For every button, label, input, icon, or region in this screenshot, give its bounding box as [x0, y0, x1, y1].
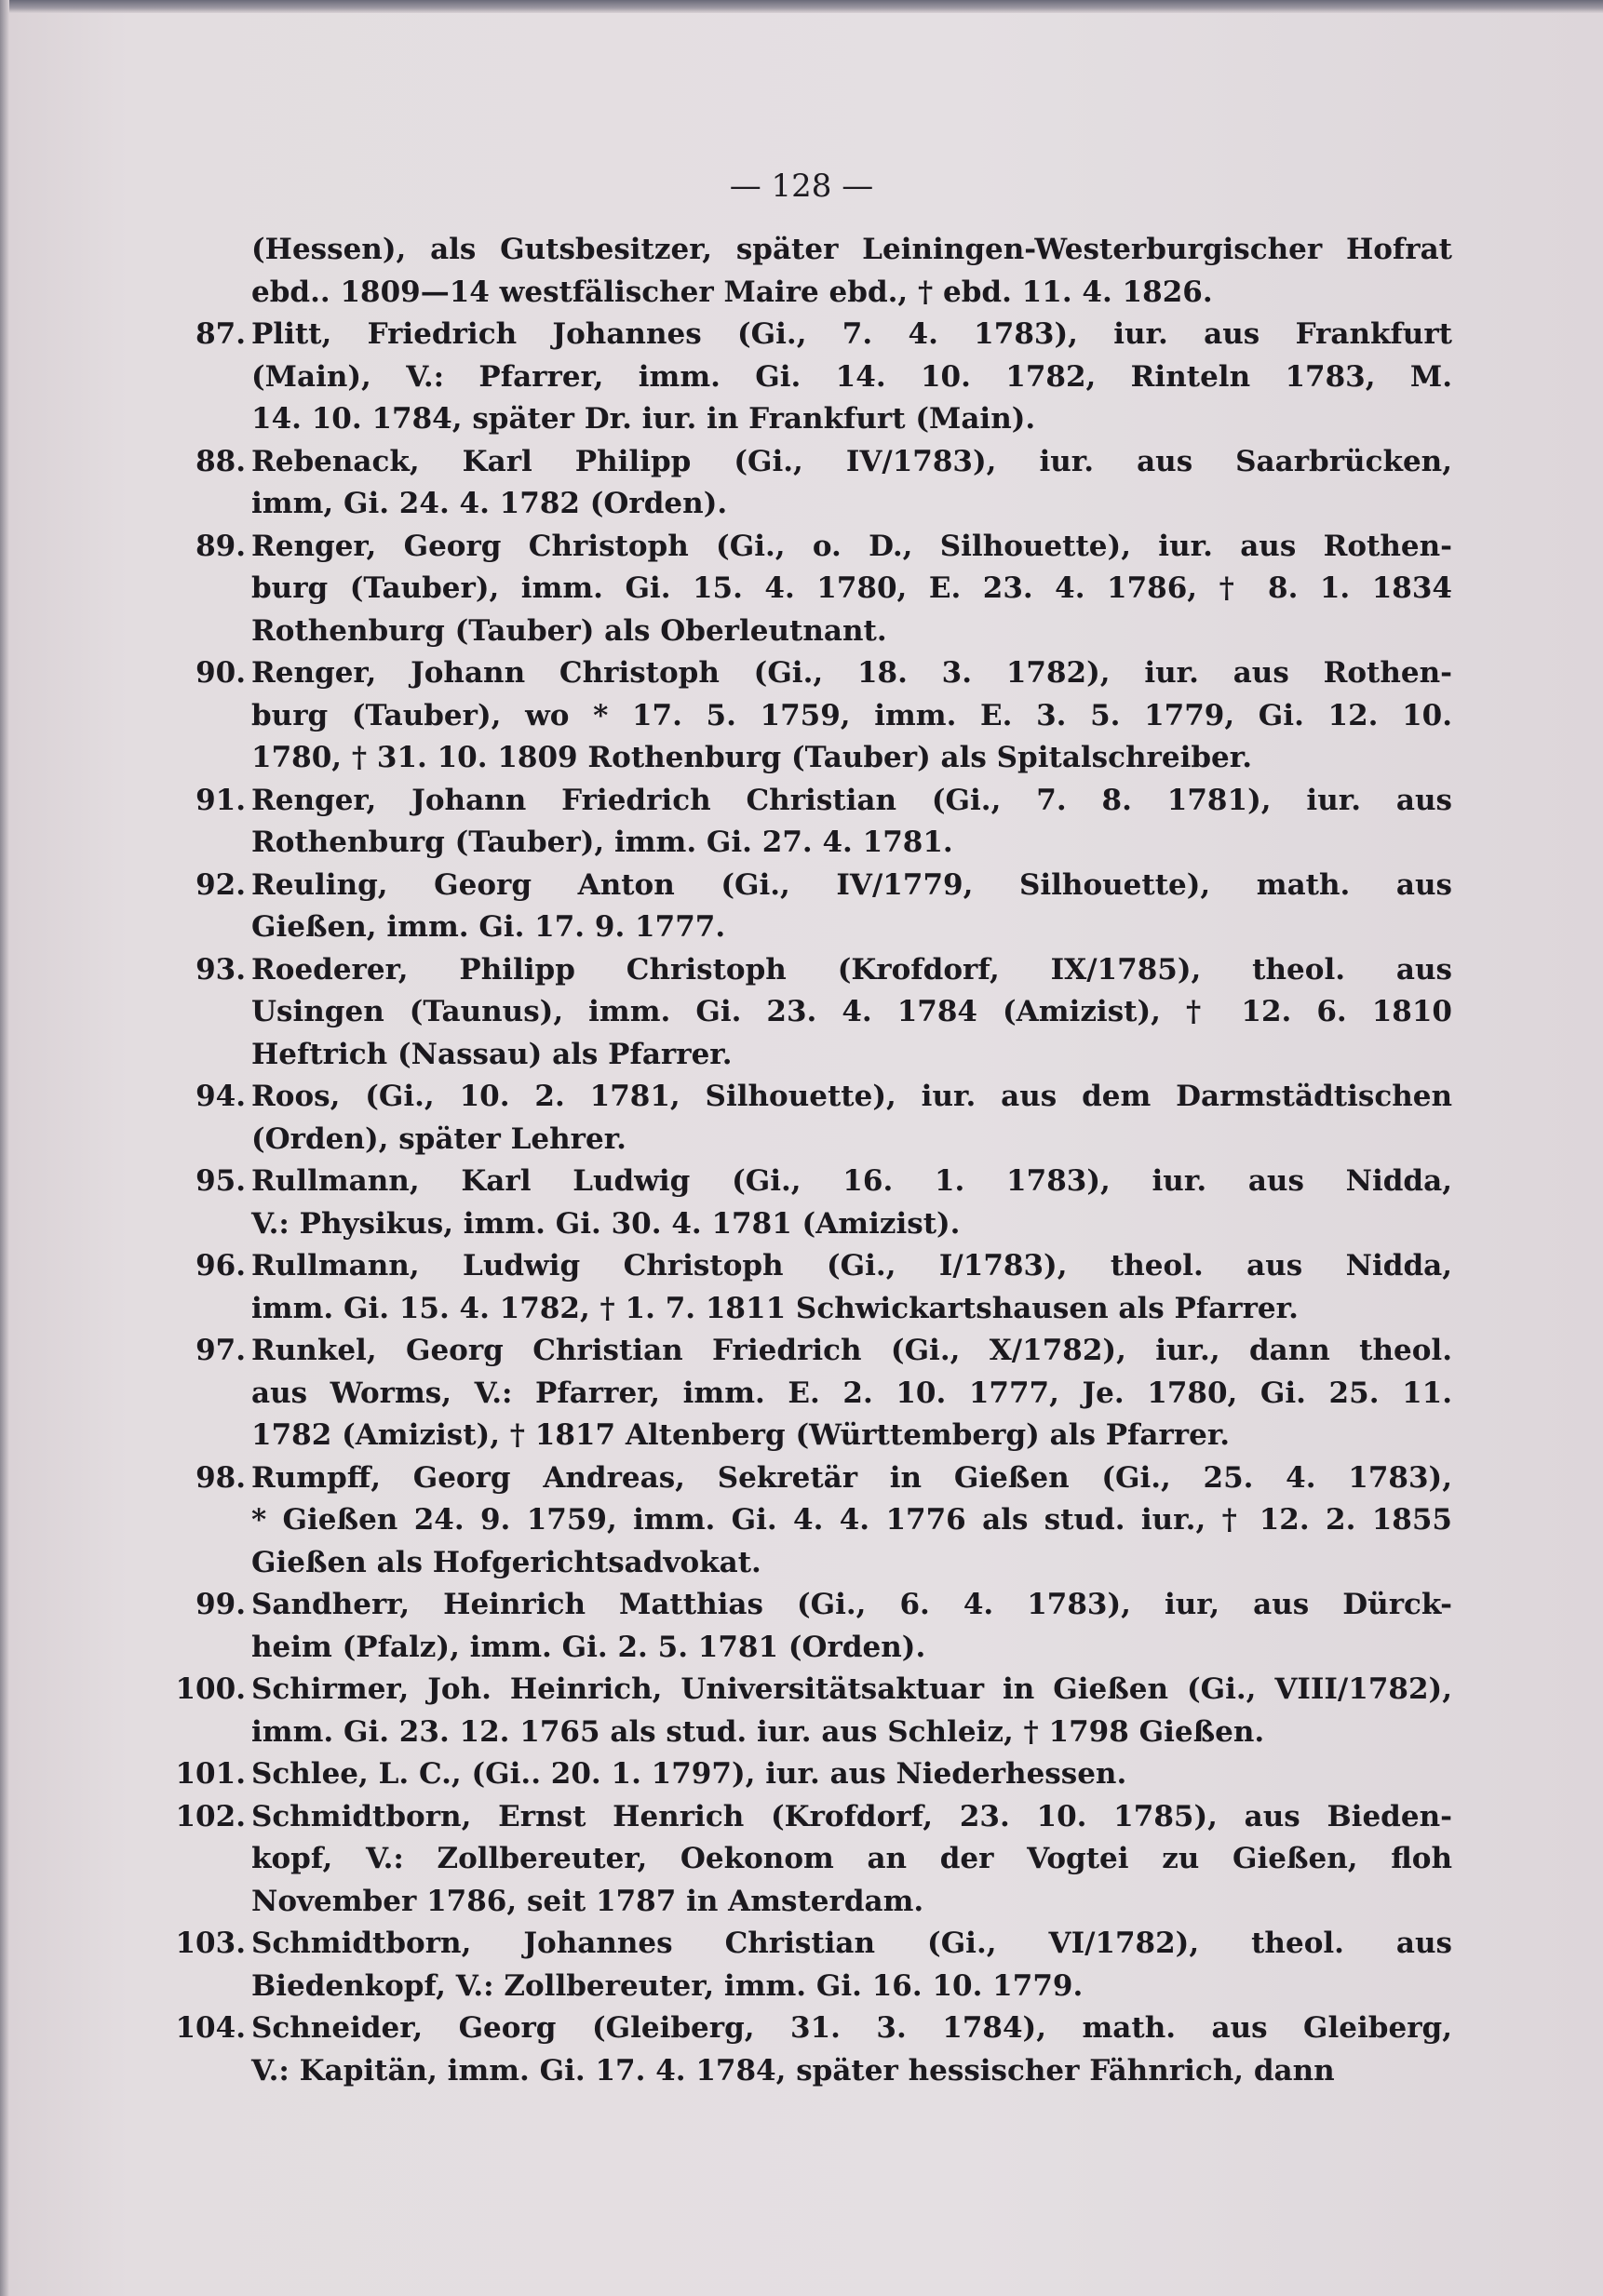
entry-103 [175, 1923, 1452, 2007]
entry-continuation-line: Biedenkopf, V.: Zollbereuter, imm. Gi. 16. 10. 1779. [251, 1968, 1084, 2003]
entry-first-line [195, 1161, 1452, 1203]
entry-continuation-line: imm. Gi. 23. 12. 1765 als stud. iur. aus Schleiz, † 1798 Gießen. [251, 1714, 1265, 1749]
text-line: ebd.. 1809—14 westfälischer Maire ebd., † ebd. 11. 4. 1826. [251, 275, 1213, 309]
entry-90 [195, 652, 1452, 780]
entry-number: 97. [195, 1334, 246, 1367]
entry-87 [195, 314, 1452, 441]
entry-first-line [195, 441, 1452, 484]
entry-91 [195, 780, 1452, 865]
entry-continuation-line: imm, Gi. 24. 4. 1782 (Orden). [251, 487, 728, 520]
page-number: — 128 — [729, 168, 874, 205]
entry-92 [195, 865, 1452, 949]
entry-first-line [195, 949, 1452, 992]
entry-continuation-line: Heftrich (Nassau) als Pfarrer. [251, 1037, 733, 1071]
entry-number: 88. [195, 444, 246, 478]
entry-text: Reuling, Georg Anton (Gi., IV/1779, Silhouette), math. aus [251, 867, 1452, 902]
entry-99 [195, 1584, 1452, 1669]
entry-number: 90. [195, 656, 246, 690]
entry-first-line [195, 1457, 1452, 1500]
entry-first-line [195, 780, 1452, 823]
entry-continuation-line: aus Worms, V.: Pfarrer, imm. E. 2. 10. 1777, Je. 1780, Gi. 25. 11. [251, 1376, 1452, 1410]
entry-first-line [195, 1245, 1452, 1288]
entry-100 [175, 1669, 1452, 1753]
entry-number: 95. [195, 1164, 246, 1198]
entry-continuation-line: Usingen (Taunus), imm. Gi. 23. 4. 1784 (Amizist), † 12. 6. 1810 [251, 995, 1452, 1028]
entry-continuation-line: Gießen als Hofgerichtsadvokat. [251, 1545, 761, 1579]
entry-text: Schneider, Georg (Gleiberg, 31. 3. 1784), math. aus Gleiberg, [251, 2011, 1452, 2045]
entry-first-line [195, 652, 1452, 695]
entry-first-line [195, 1076, 1452, 1119]
entry-text: Runkel, Georg Christian Friedrich (Gi., X/1782), iur., dann theol. [251, 1334, 1452, 1367]
entry-95 [195, 1161, 1452, 1245]
entry-number: 99. [195, 1588, 246, 1621]
entry-continuation-line: 1780, † 31. 10. 1809 Rothenburg (Tauber) als Spitalschreiber. [251, 741, 1253, 774]
entry-continuation-line: 1782 (Amizist), † 1817 Altenberg (Württemberg) als Pfarrer. [251, 1418, 1231, 1452]
entry-continuation-line: V.: Physikus, imm. Gi. 30. 4. 1781 (Amizist). [251, 1206, 961, 1241]
entry-text: Plitt, Friedrich Johannes (Gi., 7. 4. 1783), iur. aus Frankfurt [251, 317, 1452, 351]
entry-number: 94. [195, 1080, 246, 1113]
entry-continuation-line: (Orden), später Lehrer. [251, 1121, 626, 1156]
entry-text: Roos, (Gi., 10. 2. 1781, Silhouette), iur. aus dem Darmstädtischen [251, 1080, 1452, 1113]
entry-number: 93. [195, 952, 246, 987]
entry-96 [195, 1245, 1452, 1330]
entry-first-line [175, 1753, 1452, 1796]
entry-104 [175, 2007, 1452, 2092]
entry-number: 92. [195, 867, 246, 902]
entry-first-line [175, 1923, 1452, 1966]
entry-first-line [195, 526, 1452, 569]
entry-102 [175, 1796, 1452, 1924]
entry-88 [195, 441, 1452, 526]
entry-first-line [195, 865, 1452, 907]
entry-continuation-line: Rothenburg (Tauber), imm. Gi. 27. 4. 1781. [251, 826, 953, 859]
entry-text: Sandherr, Heinrich Matthias (Gi., 6. 4. 1783), iur, aus Dürck- [251, 1588, 1452, 1621]
entry-first-line [195, 1584, 1452, 1627]
entry-continuation-line: V.: Kapitän, imm. Gi. 17. 4. 1784, später hessischer Fähnrich, dann [251, 2053, 1335, 2088]
page-top-edge [0, 0, 1603, 13]
entry-continuation-line: imm. Gi. 15. 4. 1782, † 1. 7. 1811 Schwickartshausen als Pfarrer. [251, 1291, 1299, 1325]
entry-continuation-line: heim (Pfalz), imm. Gi. 2. 5. 1781 (Orden). [251, 1630, 926, 1664]
entry-first-line [195, 1330, 1452, 1373]
entry-98 [195, 1457, 1452, 1585]
entry-continuation-line: * Gießen 24. 9. 1759, imm. Gi. 4. 4. 1776 als stud. iur., † 12. 2. 1855 [251, 1503, 1452, 1537]
text-body [175, 229, 1452, 2092]
entry-number: 91. [195, 783, 246, 817]
entry-text: Rebenack, Karl Philipp (Gi., IV/1783), iur. aus Saarbrücken, [251, 444, 1452, 478]
entry-number: 89. [195, 529, 246, 563]
entry-continuation-line: November 1786, seit 1787 in Amsterdam. [251, 1884, 924, 1918]
entry-first-line [175, 1796, 1452, 1839]
entry-number: 100. [175, 1672, 246, 1706]
entry-continuation-line: 14. 10. 1784, später Dr. iur. in Frankfurt (Main). [251, 402, 1036, 436]
entry-first-line [175, 2007, 1452, 2050]
entry-97 [195, 1330, 1452, 1457]
entry-text: Schmidtborn, Ernst Henrich (Krofdorf, 23. 10. 1785), aus Bieden- [251, 1799, 1452, 1833]
entry-text: Rullmann, Karl Ludwig (Gi., 16. 1. 1783), iur. aus Nidda, [251, 1164, 1452, 1198]
entry-text: Schlee, L. C., (Gi.. 20. 1. 1797), iur. aus Niederhessen. [251, 1757, 1127, 1791]
entry-89 [195, 526, 1452, 653]
text-line: (Hessen), als Gutsbesitzer, später Leiningen-Westerburgischer Hofrat [251, 233, 1452, 266]
entry-text: Renger, Johann Christoph (Gi., 18. 3. 1782), iur. aus Rothen- [251, 656, 1452, 690]
entry-text: Renger, Johann Friedrich Christian (Gi., 7. 8. 1781), iur. aus [251, 783, 1452, 817]
entry-first-line [195, 314, 1452, 356]
entry-text: Schirmer, Joh. Heinrich, Universitätsaktuar in Gießen (Gi., VIII/1782), [251, 1672, 1452, 1706]
entry-first-line [175, 1669, 1452, 1712]
lead-in [251, 229, 1452, 314]
entry-continuation-line: burg (Tauber), imm. Gi. 15. 4. 1780, E. 23. 4. 1786, † 8. 1. 1834 [251, 571, 1452, 605]
entry-94 [195, 1076, 1452, 1161]
entry-continuation-line: burg (Tauber), wo * 17. 5. 1759, imm. E. 3. 5. 1779, Gi. 12. 10. [251, 698, 1452, 732]
entry-continuation-line: (Main), V.: Pfarrer, imm. Gi. 14. 10. 1782, Rinteln 1783, M. [251, 359, 1452, 394]
entry-text: Rullmann, Ludwig Christoph (Gi., I/1783), theol. aus Nidda, [251, 1249, 1452, 1282]
entry-number: 87. [195, 317, 246, 351]
entry-continuation-line: Rothenburg (Tauber) als Oberleutnant. [251, 613, 887, 648]
entry-93 [195, 949, 1452, 1077]
entry-text: Schmidtborn, Johannes Christian (Gi., VI/1782), theol. aus [251, 1927, 1452, 1960]
entry-continuation-line: Gießen, imm. Gi. 17. 9. 1777. [251, 910, 726, 944]
entry-text: Roederer, Philipp Christoph (Krofdorf, IX/1785), theol. aus [251, 952, 1452, 987]
entry-number: 103. [175, 1927, 246, 1960]
entry-number: 104. [175, 2011, 246, 2045]
entry-number: 102. [175, 1799, 246, 1833]
entry-continuation-line: kopf, V.: Zollbereuter, Oekonom an der Vogtei zu Gießen, floh [251, 1842, 1452, 1875]
entry-101 [175, 1753, 1452, 1796]
page-left-edge [0, 0, 9, 2296]
entry-number: 96. [195, 1249, 246, 1282]
entry-text: Rumpff, Georg Andreas, Sekretär in Gießen (Gi., 25. 4. 1783), [251, 1460, 1452, 1495]
entry-text: Renger, Georg Christoph (Gi., o. D., Silhouette), iur. aus Rothen- [251, 529, 1452, 563]
entry-number: 101. [175, 1757, 246, 1791]
entry-number: 98. [195, 1460, 246, 1495]
entry-list [175, 314, 1452, 2092]
